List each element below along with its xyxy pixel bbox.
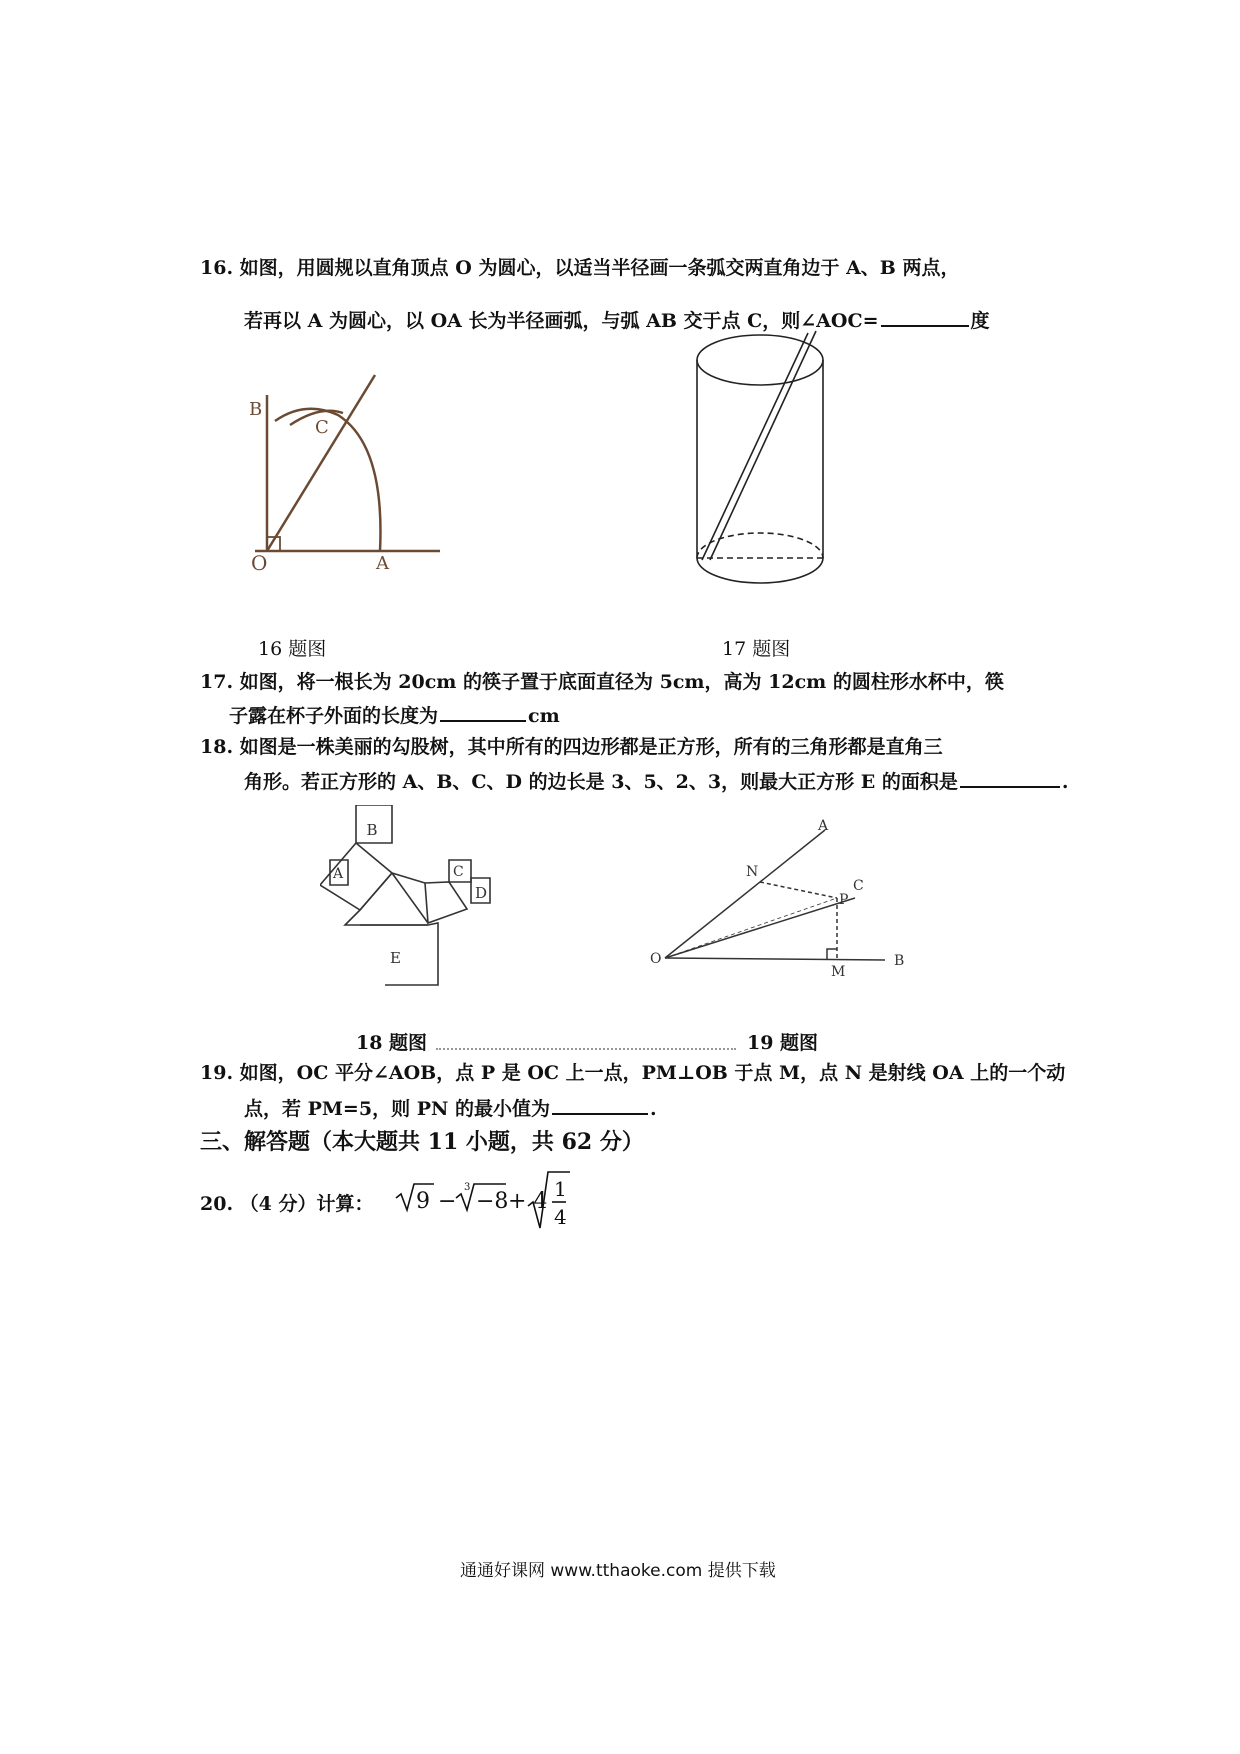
q18-line2-text: 角形。若正方形的 A、B、C、D 的边长是 3、5、2、3，则最大正方形 E 的面积是: [244, 771, 958, 793]
q18-line1: 18. 如图是一株美丽的勾股树，其中所有的四边形都是正方形，所有的三角形都是直角三: [200, 736, 943, 758]
fig19-segment-op: [665, 898, 837, 958]
fig18-label-c: C: [453, 864, 464, 880]
fig18-label-a: A: [333, 866, 344, 882]
q16-line2-unit: 度: [970, 310, 990, 332]
figure-16: [235, 365, 450, 575]
fig19-right-angle: [827, 949, 837, 959]
q17-answer-blank[interactable]: [440, 700, 526, 722]
fig18-tri-3: [392, 873, 425, 883]
fig16-label-o: O: [251, 551, 268, 575]
fig17-chopstick-b: [710, 331, 816, 560]
fig19-segment-np: [760, 882, 837, 898]
q20-expression: [392, 1168, 592, 1238]
fig18-tri-1: [360, 873, 392, 910]
q20-denominator: 4: [554, 1205, 567, 1229]
fig19-label-b: B: [894, 953, 905, 969]
q18-line2-end: .: [1061, 771, 1069, 793]
q19-line2-text: 点，若 PM=5，则 PN 的最小值为: [244, 1098, 550, 1120]
q17-line2: [229, 700, 560, 729]
fig19-ray-oa: [665, 830, 825, 958]
fig19-ray-ob: [665, 958, 885, 960]
q17-line1: 17. 如图，将一根长为 20cm 的筷子置于底面直径为 5cm，高为 12cm 的圆柱形水杯中，筷: [200, 671, 1004, 693]
fig18-label-d: D: [475, 884, 488, 902]
fig18-caption: 18 题图: [356, 1032, 428, 1054]
fig19-label-o: O: [650, 951, 662, 967]
q16-answer-blank[interactable]: [881, 305, 969, 327]
fig18-square-cd: [425, 882, 467, 923]
caption-divider: [436, 1048, 736, 1050]
fig19-label-c: C: [853, 878, 864, 894]
q16-line2: [244, 305, 990, 334]
q16-line2-text: 若再以 A 为圆心，以 OA 长为半径画弧，与弧 AB 交于点 C，则∠AOC=: [244, 310, 879, 332]
fig17-caption: 17 题图: [722, 638, 791, 660]
q19-answer-blank[interactable]: [552, 1093, 648, 1115]
fig16-label-a: A: [376, 553, 389, 574]
fig18-square-e: [345, 910, 438, 985]
fig19-label-m: M: [831, 964, 846, 978]
figure-18: [320, 805, 520, 995]
q19-line1: 19. 如图，OC 平分∠AOB，点 P 是 OC 上一点，PM⊥OB 于点 M，点 N 是射线 OA 上的一个动: [200, 1062, 1066, 1084]
q20-cube-index: 3: [464, 1182, 471, 1193]
q18-answer-blank[interactable]: [960, 766, 1060, 788]
q19-line2: [244, 1093, 657, 1122]
q20-numerator: 1: [554, 1177, 567, 1201]
fig18-tri-2: [392, 873, 428, 923]
q19-line2-end: .: [649, 1098, 657, 1120]
q20-neg-eight: −8: [476, 1189, 509, 1214]
q18-line2: [244, 766, 1068, 795]
fig18-label-b: B: [366, 821, 378, 839]
fig16-ray-oc: [267, 375, 375, 551]
figure-19: [650, 818, 920, 978]
q20-minus: −: [438, 1189, 457, 1214]
q20-label: 20. （4 分）计算：: [200, 1193, 374, 1215]
fig16-caption: 16 题图: [258, 638, 327, 660]
q16-line1: 16. 如图，用圆规以直角顶点 O 为圆心，以适当半径画一条弧交两直角边于 A、B 两点，: [200, 257, 960, 279]
fig19-label-a: A: [818, 818, 829, 834]
q17-line2-unit: cm: [528, 705, 560, 727]
fig18-label-e: E: [390, 949, 401, 967]
fig19-caption: 19 题图: [747, 1032, 819, 1054]
fig19-label-p: P: [839, 892, 849, 908]
fig16-label-b: B: [249, 399, 263, 420]
figure-17: [690, 325, 840, 595]
fig17-chopstick-a: [702, 333, 808, 560]
section-3-title: 三、解答题（本大题共 11 小题，共 62 分）: [200, 1129, 644, 1155]
q20-plus-four: + 4: [508, 1189, 548, 1214]
fig16-label-c: C: [315, 417, 329, 438]
q17-line2-text: 子露在杯子外面的长度为: [229, 705, 439, 727]
q20-nine: 9: [416, 1189, 430, 1214]
fig19-label-n: N: [746, 864, 759, 880]
fig17-cup-bottom-front: [697, 558, 823, 583]
page-footer: 通通好课网 www.tthaoke.com 提供下载: [460, 1561, 776, 1581]
